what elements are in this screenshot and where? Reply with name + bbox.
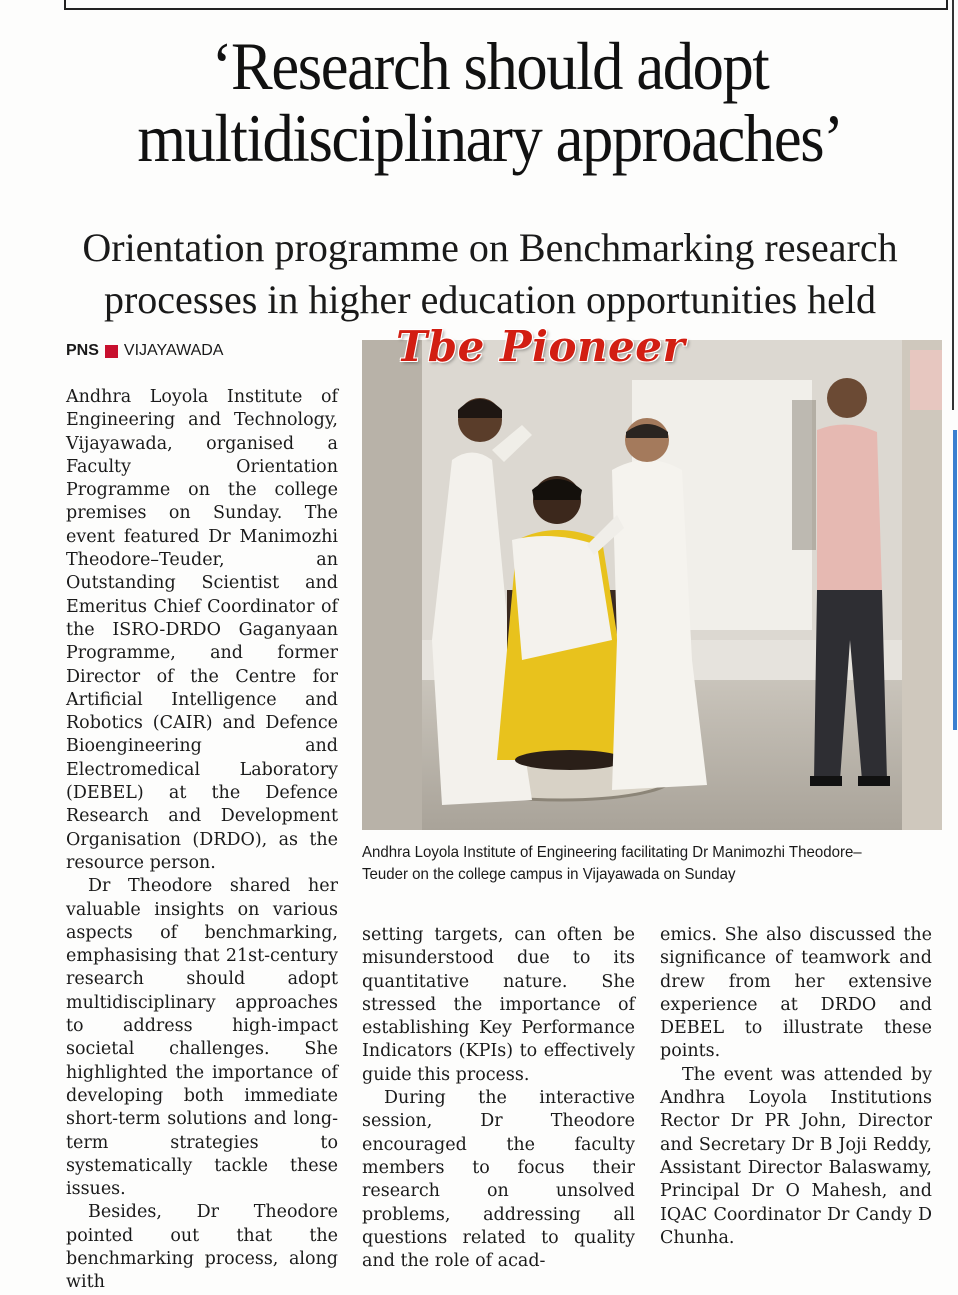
body-paragraph: The event was attended by Andhra Loyola Institutions Rector Dr PR John, Director and Secretary Dr B Joji Reddy, Assistant Director Balaswamy, Principal Dr O Mahesh, and IQAC Coordinator Dr Candy D Chunha. <box>660 1064 932 1248</box>
article-column-3 <box>660 924 932 1250</box>
column-rule <box>952 0 954 410</box>
edge-accent <box>953 430 957 730</box>
pioneer-watermark: Tbe Pioneer <box>396 322 686 371</box>
top-frame-border <box>64 0 948 10</box>
body-paragraph: During the interactive session, Dr Theodore encouraged the faculty members to focus their research on unsolved problems, addressing all questions related to quality and the role of acad- <box>362 1088 635 1272</box>
body-paragraph: Besides, Dr Theodore pointed out that the benchmarking process, along with <box>66 1202 338 1293</box>
photo-caption: Andhra Loyola Institute of Engineering facilitating Dr Manimozhi Theodore–Teuder on the college campus in Vijayawada on Sunday <box>362 844 862 883</box>
event-photo <box>362 340 942 830</box>
photo-illustration <box>362 340 942 830</box>
body-paragraph: setting targets, can often be misunderstood due to its quantitative nature. She stressed the importance of establishing Key Performance Indicators (KPIs) to effectively guide this process. <box>362 925 635 1085</box>
article-column-1 <box>66 386 338 1295</box>
body-paragraph: Dr Theodore shared her valuable insights on various aspects of benchmarking, emphasising that 21st-century research should adopt multidisciplinary approaches to address high-impact societal challenges. She highlighted the importance of developing both immediate short-term solutions and long-term strategies to systematically tackle these issues. <box>66 876 338 1200</box>
body-paragraph: emics. She also discussed the significance of teamwork and drew from her extensive experience at DRDO and DEBEL to illustrate these points. <box>660 925 932 1062</box>
subheadline: Orientation programme on Benchmarking research processes in higher education opportunities held <box>82 225 898 322</box>
red-square-icon <box>105 345 118 358</box>
body-paragraph: Andhra Loyola Institute of Engineering and Technology, Vijayawada, organised a Faculty Orientation Programme on the college premises on Sunday. The event featured Dr Manimozhi Theodore–Teuder, an Outstanding Scientist and Emeritus Chief Coordinator of the ISRO-DRDO Gaganyaan Programme, and former Director of the Centre for Artificial Intelligence and Robotics (CAIR) and Defence Bioengineering and Electromedical Laboratory (DEBEL) at the Defence Research and Development Organisation (DRDO), as the resource person. <box>66 387 338 873</box>
headline: ‘Research should adopt multidisciplinary approaches’ <box>137 28 843 176</box>
article-column-2 <box>362 924 635 1273</box>
byline-agency: PNS <box>66 342 99 359</box>
byline <box>66 342 223 360</box>
byline-location: VIJAYAWADA <box>123 342 224 359</box>
